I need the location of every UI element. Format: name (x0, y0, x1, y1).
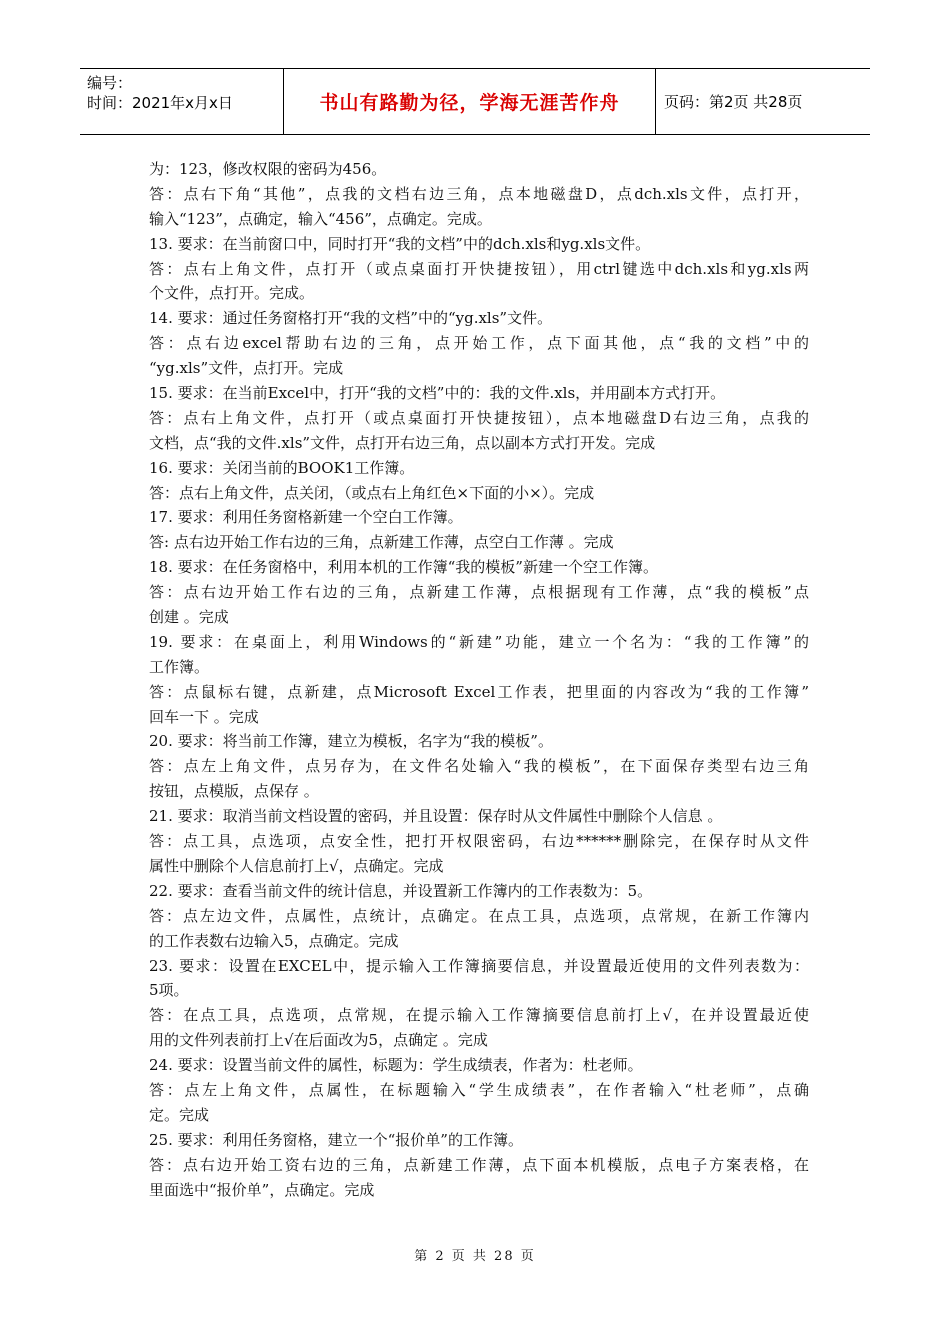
text-line: 答：点左上角文件，点另存为，在文件名处输入“我的模板”，在下面保存类型右边三角 (149, 757, 809, 776)
text-line: 21. 要求：取消当前文档设置的密码，并且设置：保存时从文件属性中删除个人信息 。 (149, 807, 723, 826)
page-header-table (80, 68, 870, 135)
text-line: “yg.xls”文件，点打开。完成 (149, 359, 344, 378)
header-page-info-cell (656, 69, 870, 134)
text-line: 23. 要求：设置在EXCEL中，提示输入工作簿摘要信息，并设置最近使用的文件列表数为： (149, 956, 809, 975)
text-line: 输入“123”，点确定，输入“456”，点确定。完成。 (149, 209, 492, 228)
text-line: 属性中删除个人信息前打上√，点确定。完成 (149, 856, 444, 875)
text-line: 18. 要求：在任务窗格中，利用本机的工作簿“我的模板”新建一个空工作簿。 (149, 558, 658, 577)
text-line: 按钮，点模版，点保存 。 (149, 782, 319, 801)
text-line: 答：点工具，点选项，点安全性，把打开权限密码，右边******删除完，在保存时从文件 (149, 832, 809, 851)
text-line: 15. 要求：在当前Excel中，打开“我的文档”中的：我的文件.xls，并用副本方式打开。 (149, 384, 726, 403)
page-footer: 第 2 页 共 28 页 (414, 1249, 536, 1264)
header-meta-cell (80, 69, 283, 134)
text-line: 文档，点“我的文件.xls”文件，点打开右边三角，点以副本方式打开发。完成 (149, 433, 656, 452)
text-line: 13. 要求：在当前窗口中，同时打开“我的文档”中的dch.xls和yg.xls文件。 (149, 234, 651, 253)
text-line: 回车一下 。完成 (149, 707, 259, 726)
text-line: 答：在点工具，点选项，点常规，在提示输入工作簿摘要信息前打上√，在并设置最近使 (149, 1006, 809, 1025)
text-line: 5项。 (149, 981, 189, 1000)
text-line: 用的文件列表前打上√在后面改为5，点确定 。完成 (149, 1031, 488, 1050)
text-line: 定。完成 (149, 1105, 210, 1124)
body-text (149, 157, 809, 1202)
header-page-info: 页码：第2页 共28页 (664, 93, 803, 111)
text-line: 为：123，修改权限的密码为456。 (149, 160, 387, 178)
header-time-label: 时间：2021年x月x日 (87, 94, 233, 112)
text-line: 答: 点右边开始工作右边的三角，点新建工作薄，点空白工作薄 。完成 (149, 533, 614, 552)
text-line: 答：点右上角文件，点打开（或点桌面打开快捷按钮），点本地磁盘D右边三角，点我的 (149, 408, 809, 427)
text-line: 个文件，点打开。完成。 (149, 284, 315, 303)
text-line: 创建 。完成 (149, 608, 229, 627)
text-line: 答：点右边excel帮助右边的三角，点开始工作，点下面其他，点“我的文档”中的 (149, 334, 809, 353)
text-line: 14. 要求：通过任务窗格打开“我的文档”中的“yg.xls”文件。 (149, 309, 553, 328)
header-number-label: 编号： (87, 74, 133, 92)
header-motto: 书山有路勤为径，学海无涯苦作舟 (319, 92, 620, 114)
text-line: 24. 要求：设置当前文件的属性，标题为：学生成绩表，作者为：杜老师。 (149, 1056, 643, 1075)
header-motto-cell (283, 69, 656, 134)
text-line: 里面选中“报价单”，点确定。完成 (149, 1180, 375, 1199)
text-line: 22. 要求：查看当前文件的统计信息，并设置新工作簿内的工作表数为：5。 (149, 881, 653, 900)
text-line: 答：点右边开始工作右边的三角，点新建工作薄，点根据现有工作薄，点“我的模板”点 (149, 583, 809, 602)
text-line: 19. 要求：在桌面上，利用Windows的“新建”功能，建立一个名为：“我的工作簿”的 (149, 632, 809, 651)
text-line: 答：点右边开始工资右边的三角，点新建工作薄，点下面本机模版，点电子方案表格，在 (149, 1155, 809, 1174)
text-line: 答：点右上角文件，点打开（或点桌面打开快捷按钮），用ctrl键选中dch.xls和yg.xls两 (149, 259, 809, 278)
text-line: 答：点左上角文件，点属性，在标题输入“学生成绩表”，在作者输入“杜老师”，点确 (149, 1080, 809, 1099)
text-line: 答：点左边文件，点属性，点统计，点确定。在点工具，点选项，点常规，在新工作簿内 (149, 906, 809, 925)
text-line: 答：点鼠标右键，点新建，点Microsoft Excel工作表，把里面的内容改为“我的工作簿” (149, 682, 809, 701)
text-line: 工作簿。 (149, 657, 210, 676)
text-line: 的工作表数右边输入5，点确定。完成 (149, 931, 399, 950)
text-line: 17. 要求：利用任务窗格新建一个空白工作簿。 (149, 508, 463, 527)
text-line: 20. 要求：将当前工作簿，建立为模板，名字为“我的模板”。 (149, 732, 553, 751)
text-line: 答：点右上角文件，点关闭，（或点右上角红色×下面的小×）。完成 (149, 483, 595, 502)
text-line: 答：点右下角“其他”，点我的文档右边三角，点本地磁盘D，点dch.xls文件，点打开， (149, 184, 809, 203)
text-line: 16. 要求：关闭当前的BOOK1工作簿。 (149, 458, 415, 477)
text-line: 25. 要求：利用任务窗格，建立一个“报价单”的工作簿。 (149, 1130, 523, 1149)
